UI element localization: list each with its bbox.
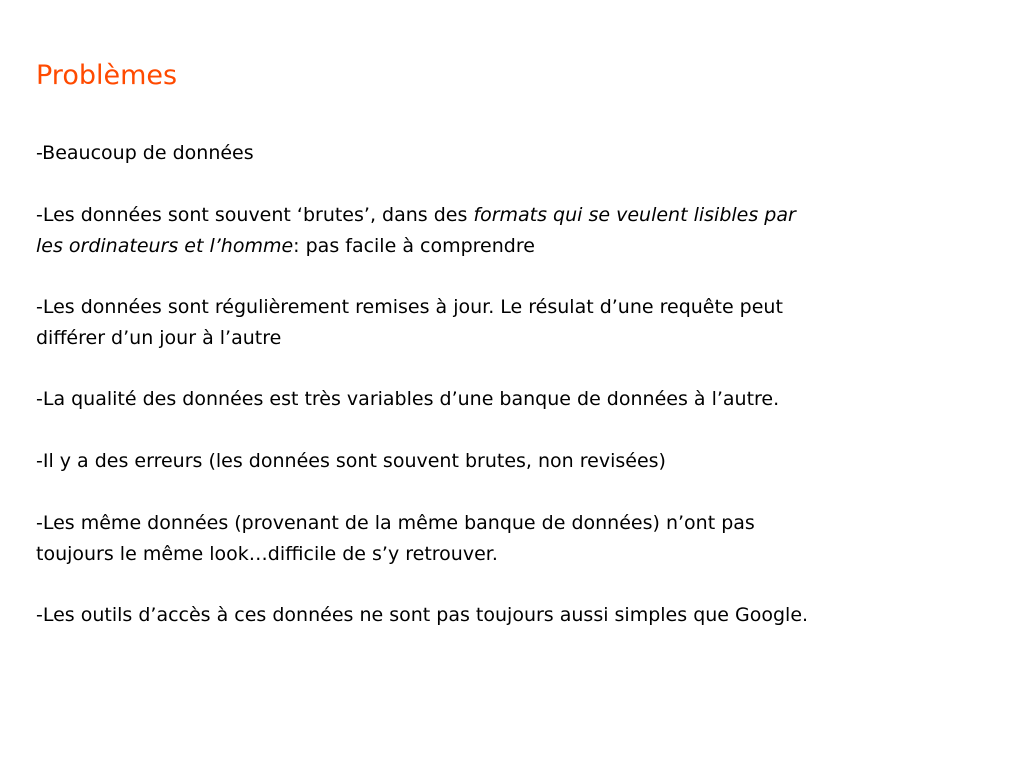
bullet-raw-formats (36, 200, 996, 262)
bullet-errors (36, 446, 996, 477)
bullet-text-plain: : pas facile à comprendre (293, 235, 535, 257)
bullet-line-1 (36, 200, 996, 231)
bullet-line-1: -Les données sont régulièrement remises à jour. Le résulat d’une requête peut (36, 296, 783, 318)
bullet-line-2: toujours le même look…difficile de s’y retrouver. (36, 543, 498, 565)
bullet-line-2: différer d’un jour à l’autre (36, 327, 282, 349)
bullet-tools (36, 600, 996, 631)
bullet-updates (36, 292, 996, 354)
bullet-text: -La qualité des données est très variables d’une banque de données à l’autre. (36, 388, 780, 410)
bullet-many-data (36, 138, 996, 169)
bullet-look (36, 508, 996, 570)
bullet-text-plain: -Les données sont souvent ‘brutes’, dans des (36, 204, 474, 226)
bullet-text-italic: les ordinateurs et l’homme (36, 235, 294, 257)
bullet-line-2 (36, 231, 996, 262)
bullet-text: -Il y a des erreurs (les données sont souvent brutes, non revisées) (36, 450, 666, 472)
bullet-quality (36, 384, 996, 415)
bullet-text-italic: formats qui se veulent lisibles par (473, 204, 796, 226)
bullet-line-1: -Les même données (provenant de la même banque de données) n’ont pas (36, 512, 755, 534)
bullet-text: -Les outils d’accès à ces données ne sont pas toujours aussi simples que Google. (36, 604, 809, 626)
bullet-text: -Beaucoup de données (36, 142, 254, 164)
slide-title: Problèmes (36, 60, 178, 91)
